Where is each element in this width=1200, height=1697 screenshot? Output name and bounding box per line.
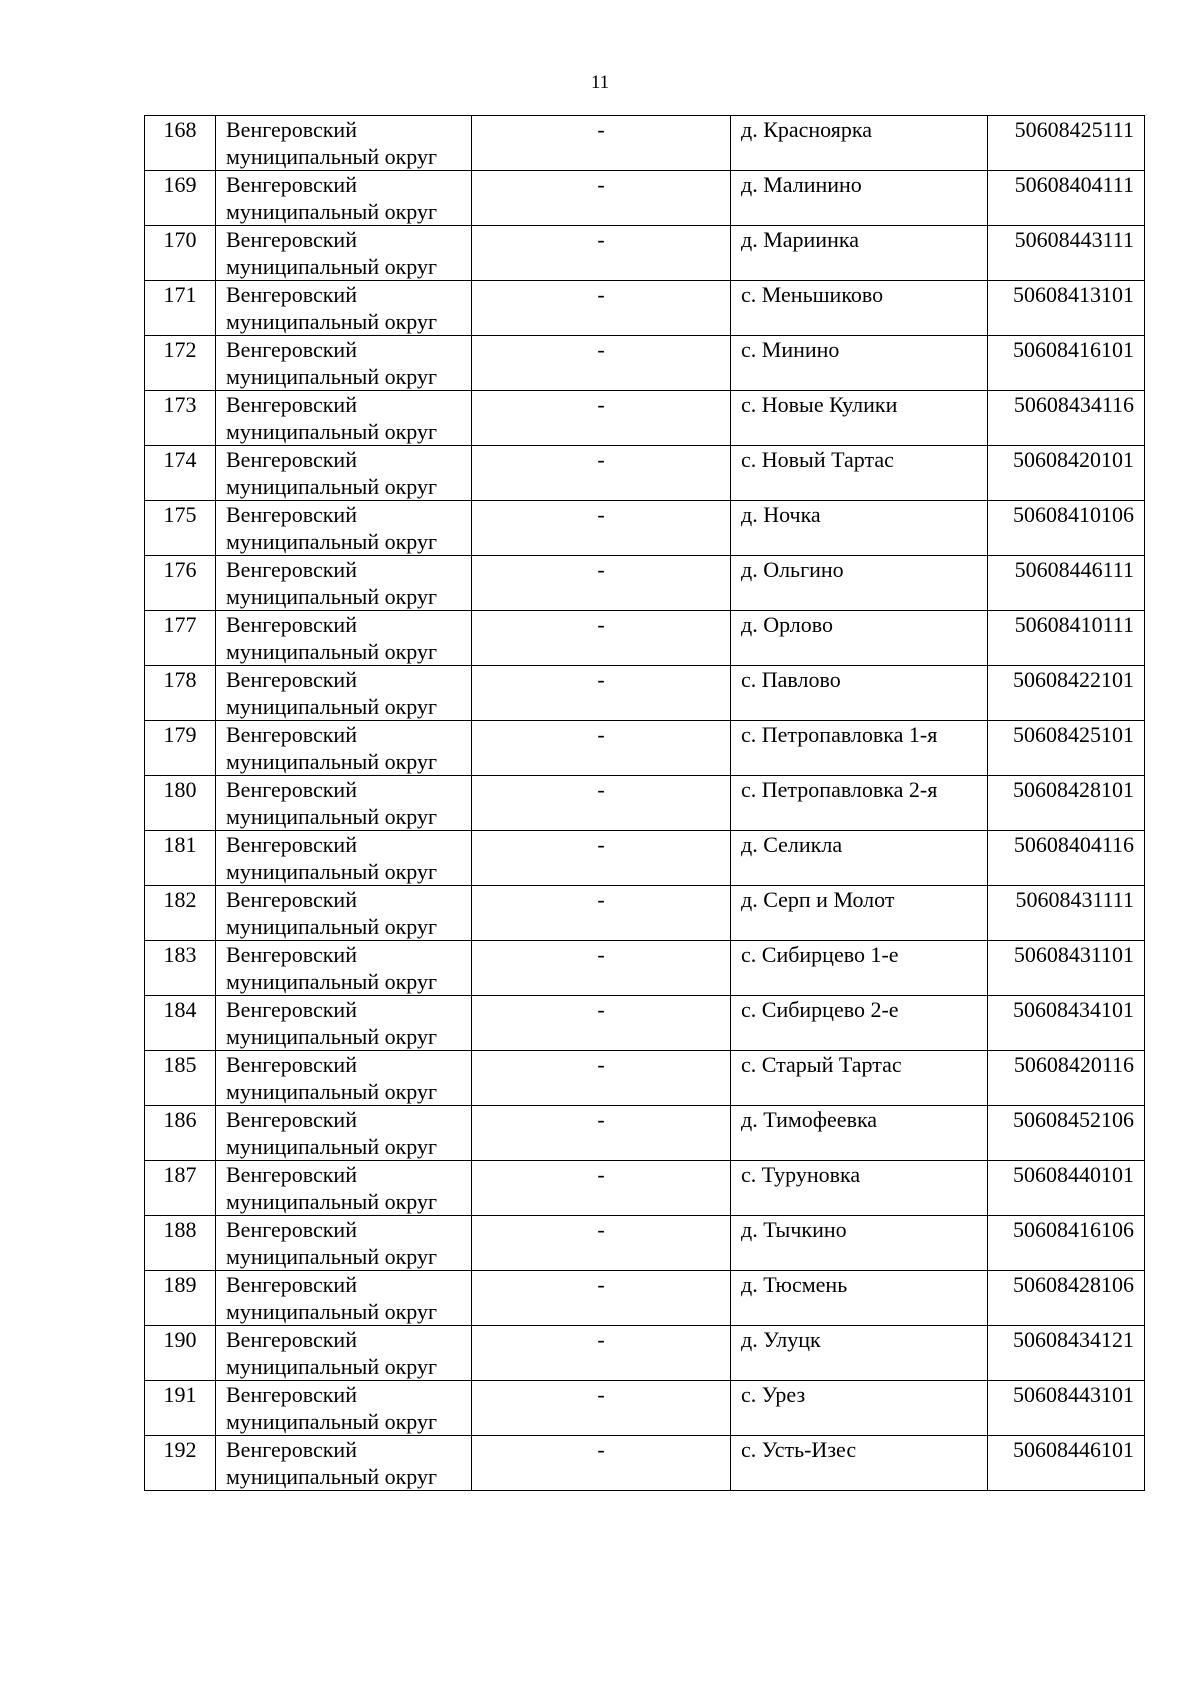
municipality-cell — [216, 1436, 472, 1491]
municipality-cell — [216, 226, 472, 281]
municipality-type: муниципальный округ — [226, 309, 438, 334]
dash-cell: - — [472, 611, 731, 666]
municipality-type: муниципальный округ — [226, 694, 438, 719]
municipality-cell — [216, 171, 472, 226]
municipality-cell — [216, 1326, 472, 1381]
oktmo-code-cell: 50608443111 — [988, 226, 1145, 281]
municipality-cell — [216, 556, 472, 611]
settlement-table — [144, 115, 1145, 1491]
dash-cell: - — [472, 226, 731, 281]
row-number-cell: 182 — [145, 886, 216, 941]
municipality-type: муниципальный округ — [226, 639, 438, 664]
dash-cell: - — [472, 116, 731, 171]
settlement-cell: д. Тычкино — [731, 1216, 988, 1271]
row-number-cell: 186 — [145, 1106, 216, 1161]
municipality-name: Венгеровский — [226, 667, 357, 692]
municipality-type: муниципальный округ — [226, 1354, 438, 1379]
municipality-name: Венгеровский — [226, 1382, 357, 1407]
municipality-type: муниципальный округ — [226, 1134, 438, 1159]
settlement-cell: д. Серп и Молот — [731, 886, 988, 941]
table-row — [145, 611, 1145, 666]
dash-cell: - — [472, 1436, 731, 1491]
municipality-cell — [216, 1106, 472, 1161]
oktmo-code-cell: 50608446111 — [988, 556, 1145, 611]
table-row — [145, 831, 1145, 886]
settlement-cell: с. Петропавловка 2-я — [731, 776, 988, 831]
municipality-type: муниципальный округ — [226, 969, 438, 994]
dash-cell: - — [472, 996, 731, 1051]
oktmo-code-cell: 50608425101 — [988, 721, 1145, 776]
table-row — [145, 1161, 1145, 1216]
dash-cell: - — [472, 1216, 731, 1271]
dash-cell: - — [472, 1161, 731, 1216]
dash-cell: - — [472, 721, 731, 776]
dash-cell: - — [472, 1381, 731, 1436]
settlement-cell: с. Сибирцево 2-е — [731, 996, 988, 1051]
oktmo-code-cell: 50608404111 — [988, 171, 1145, 226]
municipality-name: Венгеровский — [226, 887, 357, 912]
municipality-name: Венгеровский — [226, 282, 357, 307]
table-row — [145, 226, 1145, 281]
municipality-type: муниципальный округ — [226, 254, 438, 279]
municipality-cell — [216, 391, 472, 446]
table-row — [145, 501, 1145, 556]
dash-cell: - — [472, 336, 731, 391]
oktmo-code-cell: 50608413101 — [988, 281, 1145, 336]
page-number: 11 — [590, 72, 610, 93]
municipality-type: муниципальный округ — [226, 1024, 438, 1049]
settlement-cell: с. Павлово — [731, 666, 988, 721]
municipality-name: Венгеровский — [226, 1217, 357, 1242]
table-row — [145, 1271, 1145, 1326]
settlement-cell: с. Старый Тартас — [731, 1051, 988, 1106]
municipality-type: муниципальный округ — [226, 474, 438, 499]
settlement-cell: д. Тимофеевка — [731, 1106, 988, 1161]
settlement-cell: д. Малинино — [731, 171, 988, 226]
municipality-name: Венгеровский — [226, 447, 357, 472]
settlement-cell: д. Тюсмень — [731, 1271, 988, 1326]
municipality-name: Венгеровский — [226, 557, 357, 582]
municipality-type: муниципальный округ — [226, 804, 438, 829]
settlement-cell: с. Меньшиково — [731, 281, 988, 336]
row-number-cell: 183 — [145, 941, 216, 996]
municipality-name: Венгеровский — [226, 832, 357, 857]
oktmo-code-cell: 50608428101 — [988, 776, 1145, 831]
settlement-cell: д. Красноярка — [731, 116, 988, 171]
dash-cell: - — [472, 556, 731, 611]
table-row — [145, 941, 1145, 996]
table-row — [145, 886, 1145, 941]
table-row — [145, 1381, 1145, 1436]
municipality-type: муниципальный округ — [226, 1299, 438, 1324]
table-row — [145, 1436, 1145, 1491]
municipality-cell — [216, 446, 472, 501]
oktmo-code-cell: 50608434121 — [988, 1326, 1145, 1381]
row-number-cell: 180 — [145, 776, 216, 831]
oktmo-code-cell: 50608416106 — [988, 1216, 1145, 1271]
municipality-name: Венгеровский — [226, 1437, 357, 1462]
dash-cell: - — [472, 886, 731, 941]
dash-cell: - — [472, 1271, 731, 1326]
municipality-name: Венгеровский — [226, 337, 357, 362]
municipality-type: муниципальный округ — [226, 859, 438, 884]
municipality-type: муниципальный округ — [226, 1189, 438, 1214]
municipality-name: Венгеровский — [226, 1052, 357, 1077]
municipality-cell — [216, 336, 472, 391]
dash-cell: - — [472, 831, 731, 886]
table-row — [145, 116, 1145, 171]
row-number-cell: 174 — [145, 446, 216, 501]
dash-cell: - — [472, 501, 731, 556]
table-row — [145, 1216, 1145, 1271]
dash-cell: - — [472, 446, 731, 501]
oktmo-code-cell: 50608431111 — [988, 886, 1145, 941]
oktmo-code-cell: 50608434116 — [988, 391, 1145, 446]
oktmo-code-cell: 50608425111 — [988, 116, 1145, 171]
municipality-cell — [216, 1161, 472, 1216]
settlement-cell: с. Новые Кулики — [731, 391, 988, 446]
municipality-name: Венгеровский — [226, 722, 357, 747]
row-number-cell: 187 — [145, 1161, 216, 1216]
municipality-cell — [216, 1051, 472, 1106]
municipality-name: Венгеровский — [226, 777, 357, 802]
municipality-type: муниципальный округ — [226, 529, 438, 554]
table-row — [145, 171, 1145, 226]
oktmo-code-cell: 50608420116 — [988, 1051, 1145, 1106]
municipality-type: муниципальный округ — [226, 419, 438, 444]
oktmo-code-cell: 50608431101 — [988, 941, 1145, 996]
dash-cell: - — [472, 1051, 731, 1106]
settlement-cell: с. Урез — [731, 1381, 988, 1436]
municipality-cell — [216, 116, 472, 171]
municipality-type: муниципальный округ — [226, 914, 438, 939]
municipality-type: муниципальный округ — [226, 1464, 438, 1489]
dash-cell: - — [472, 666, 731, 721]
oktmo-code-cell: 50608422101 — [988, 666, 1145, 721]
municipality-name: Венгеровский — [226, 942, 357, 967]
table-row — [145, 556, 1145, 611]
settlement-cell: с. Петропавловка 1-я — [731, 721, 988, 776]
municipality-type: муниципальный округ — [226, 199, 438, 224]
municipality-name: Венгеровский — [226, 392, 357, 417]
dash-cell: - — [472, 281, 731, 336]
settlement-cell: с. Туруновка — [731, 1161, 988, 1216]
table-row — [145, 1326, 1145, 1381]
municipality-name: Венгеровский — [226, 502, 357, 527]
table-row — [145, 1106, 1145, 1161]
municipality-type: муниципальный округ — [226, 364, 438, 389]
row-number-cell: 172 — [145, 336, 216, 391]
row-number-cell: 173 — [145, 391, 216, 446]
row-number-cell: 178 — [145, 666, 216, 721]
settlement-cell: с. Усть-Изес — [731, 1436, 988, 1491]
row-number-cell: 175 — [145, 501, 216, 556]
table-row — [145, 336, 1145, 391]
row-number-cell: 168 — [145, 116, 216, 171]
row-number-cell: 169 — [145, 171, 216, 226]
oktmo-code-cell: 50608446101 — [988, 1436, 1145, 1491]
municipality-cell — [216, 776, 472, 831]
municipality-cell — [216, 281, 472, 336]
table-row — [145, 721, 1145, 776]
dash-cell: - — [472, 1326, 731, 1381]
municipality-type: муниципальный округ — [226, 144, 438, 169]
row-number-cell: 177 — [145, 611, 216, 666]
municipality-cell — [216, 886, 472, 941]
row-number-cell: 179 — [145, 721, 216, 776]
municipality-name: Венгеровский — [226, 612, 357, 637]
oktmo-code-cell: 50608410106 — [988, 501, 1145, 556]
table-row — [145, 391, 1145, 446]
oktmo-code-cell: 50608443101 — [988, 1381, 1145, 1436]
row-number-cell: 171 — [145, 281, 216, 336]
municipality-cell — [216, 1271, 472, 1326]
municipality-cell — [216, 611, 472, 666]
table-row — [145, 666, 1145, 721]
settlement-cell: д. Ночка — [731, 501, 988, 556]
table-body — [145, 116, 1145, 1491]
settlement-cell: д. Ольгино — [731, 556, 988, 611]
row-number-cell: 192 — [145, 1436, 216, 1491]
dash-cell: - — [472, 1106, 731, 1161]
municipality-cell — [216, 1381, 472, 1436]
municipality-name: Венгеровский — [226, 172, 357, 197]
oktmo-code-cell: 50608410111 — [988, 611, 1145, 666]
settlement-cell: д. Орлово — [731, 611, 988, 666]
row-number-cell: 191 — [145, 1381, 216, 1436]
municipality-name: Венгеровский — [226, 1327, 357, 1352]
municipality-cell — [216, 941, 472, 996]
row-number-cell: 184 — [145, 996, 216, 1051]
settlement-cell: с. Сибирцево 1-е — [731, 941, 988, 996]
settlement-cell: с. Минино — [731, 336, 988, 391]
table-row — [145, 446, 1145, 501]
row-number-cell: 189 — [145, 1271, 216, 1326]
oktmo-code-cell: 50608420101 — [988, 446, 1145, 501]
table-row — [145, 776, 1145, 831]
municipality-type: муниципальный округ — [226, 749, 438, 774]
row-number-cell: 185 — [145, 1051, 216, 1106]
municipality-name: Венгеровский — [226, 227, 357, 252]
oktmo-code-cell: 50608404116 — [988, 831, 1145, 886]
table-row — [145, 281, 1145, 336]
dash-cell: - — [472, 391, 731, 446]
row-number-cell: 170 — [145, 226, 216, 281]
municipality-name: Венгеровский — [226, 117, 357, 142]
table-row — [145, 996, 1145, 1051]
municipality-name: Венгеровский — [226, 1272, 357, 1297]
oktmo-code-cell: 50608452106 — [988, 1106, 1145, 1161]
municipality-type: муниципальный округ — [226, 584, 438, 609]
municipality-cell — [216, 501, 472, 556]
settlement-cell: д. Селикла — [731, 831, 988, 886]
municipality-cell — [216, 996, 472, 1051]
municipality-type: муниципальный округ — [226, 1244, 438, 1269]
settlement-cell: с. Новый Тартас — [731, 446, 988, 501]
dash-cell: - — [472, 171, 731, 226]
municipality-type: муниципальный округ — [226, 1079, 438, 1104]
municipality-cell — [216, 831, 472, 886]
oktmo-code-cell: 50608434101 — [988, 996, 1145, 1051]
oktmo-code-cell: 50608428106 — [988, 1271, 1145, 1326]
row-number-cell: 181 — [145, 831, 216, 886]
row-number-cell: 176 — [145, 556, 216, 611]
row-number-cell: 190 — [145, 1326, 216, 1381]
oktmo-code-cell: 50608440101 — [988, 1161, 1145, 1216]
municipality-cell — [216, 721, 472, 776]
municipality-name: Венгеровский — [226, 1107, 357, 1132]
municipality-cell — [216, 666, 472, 721]
municipality-name: Венгеровский — [226, 1162, 357, 1187]
settlement-cell: д. Улуцк — [731, 1326, 988, 1381]
settlement-cell: д. Мариинка — [731, 226, 988, 281]
municipality-type: муниципальный округ — [226, 1409, 438, 1434]
oktmo-code-cell: 50608416101 — [988, 336, 1145, 391]
dash-cell: - — [472, 776, 731, 831]
municipality-cell — [216, 1216, 472, 1271]
dash-cell: - — [472, 941, 731, 996]
municipality-name: Венгеровский — [226, 997, 357, 1022]
table-row — [145, 1051, 1145, 1106]
row-number-cell: 188 — [145, 1216, 216, 1271]
